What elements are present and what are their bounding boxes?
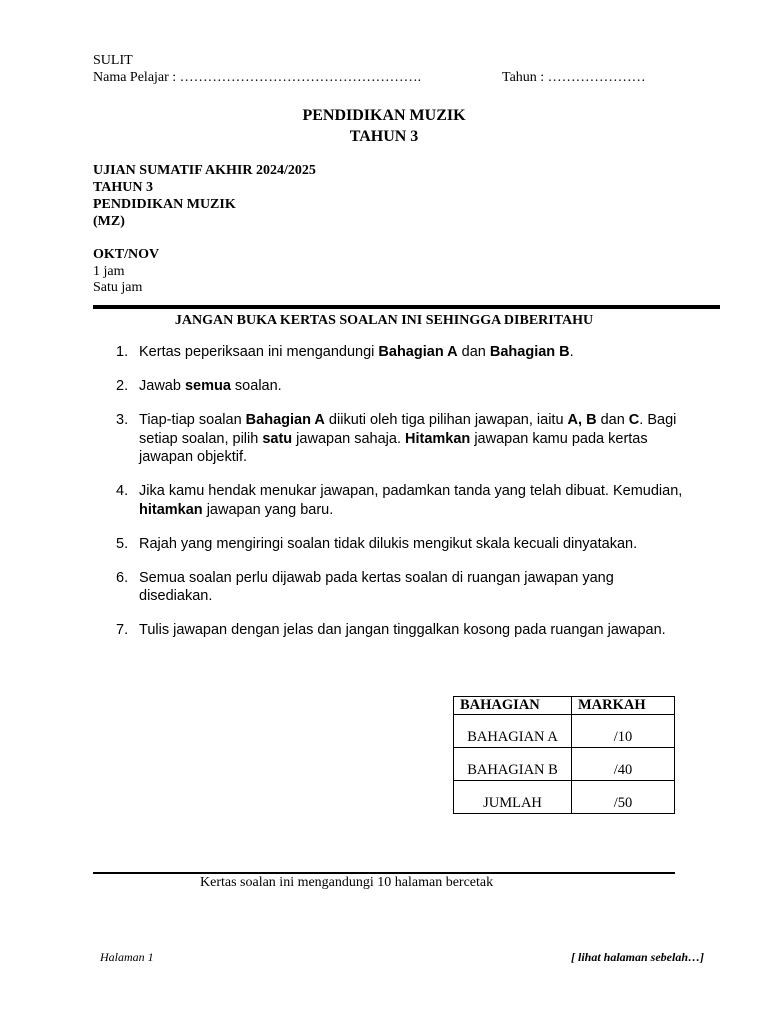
do-not-open-notice: JANGAN BUKA KERTAS SOALAN INI SEHINGGA DIBERITAHU (174, 313, 594, 328)
instruction-number: 2. (116, 378, 129, 394)
page-count-note: Kertas soalan ini mengandungi 10 halaman bercetak (200, 875, 494, 890)
exam-subject: PENDIDIKAN MUZIK (93, 197, 236, 212)
page-number: Halaman 1 (100, 950, 154, 964)
instruction-item (116, 482, 686, 519)
instruction-text: Jika kamu hendak menukar jawapan, padamkan tanda yang telah dibuat. Kemudian, hitamkan jawapan yang baru. (139, 483, 683, 518)
table-row (454, 781, 675, 814)
table-cell-marks: /50 (572, 781, 675, 814)
instruction-text: Rajah yang mengiringi soalan tidak dilukis mengikut skala kecuali dinyatakan. (139, 535, 638, 552)
instruction-number: 6. (116, 569, 129, 586)
student-name-field: Nama Pelajar : ……………………………………………. (93, 70, 422, 85)
table-cell-section: BAHAGIAN A (454, 715, 572, 748)
table-row (454, 748, 675, 781)
year-title: TAHUN 3 (349, 128, 419, 145)
instruction-item (116, 535, 686, 554)
table-cell-marks: /40 (572, 748, 675, 781)
instruction-item (116, 411, 686, 467)
instruction-number: 1. (116, 344, 129, 360)
instruction-text: Jawab semua soalan. (139, 378, 282, 394)
year-field: Tahun : ………………… (502, 70, 646, 85)
instruction-text: Semua soalan perlu dijawab pada kertas soalan di ruangan jawapan yang disediakan. (139, 569, 614, 604)
table-cell-section: BAHAGIAN B (454, 748, 572, 781)
instruction-number: 4. (116, 483, 129, 499)
table-cell-marks: /10 (572, 715, 675, 748)
instruction-item (116, 621, 686, 640)
subject-title: PENDIDIKAN MUZIK (302, 107, 466, 124)
thick-divider (93, 305, 720, 309)
table-cell-section: JUMLAH (454, 781, 572, 814)
marks-table (453, 696, 675, 814)
exam-code: (MZ) (93, 214, 125, 229)
exam-month: OKT/NOV (93, 247, 160, 262)
instruction-item (116, 569, 686, 606)
next-page-note: [ lihat halaman sebelah…] (570, 950, 704, 964)
instruction-number: 7. (116, 622, 129, 638)
instruction-item (116, 377, 686, 396)
classification-label: SULIT (93, 53, 133, 68)
instruction-item (116, 343, 686, 362)
instructions-list (116, 343, 686, 655)
exam-year: TAHUN 3 (93, 180, 154, 195)
table-header-section: BAHAGIAN (454, 697, 572, 715)
table-header-row (454, 697, 675, 715)
instruction-text: Tulis jawapan dengan jelas dan jangan tinggalkan kosong pada ruangan jawapan. (139, 622, 666, 638)
instruction-text: Kertas peperiksaan ini mengandungi Bahagian A dan Bahagian B. (139, 344, 574, 360)
exam-name: UJIAN SUMATIF AKHIR 2024/2025 (93, 163, 316, 178)
instruction-number: 3. (116, 412, 129, 428)
exam-duration: 1 jam (93, 264, 125, 279)
exam-duration-words: Satu jam (93, 280, 143, 295)
instruction-number: 5. (116, 535, 129, 552)
table-header-marks: MARKAH (572, 697, 675, 715)
table-row (454, 715, 675, 748)
instruction-text: Tiap-tiap soalan Bahagian A diikuti oleh tiga pilihan jawapan, iaitu A, B dan C. Bagi setiap soalan, pilih satu jawapan sahaja. Hitamkan jawapan kamu pada kertas jawapan objektif. (139, 412, 677, 465)
